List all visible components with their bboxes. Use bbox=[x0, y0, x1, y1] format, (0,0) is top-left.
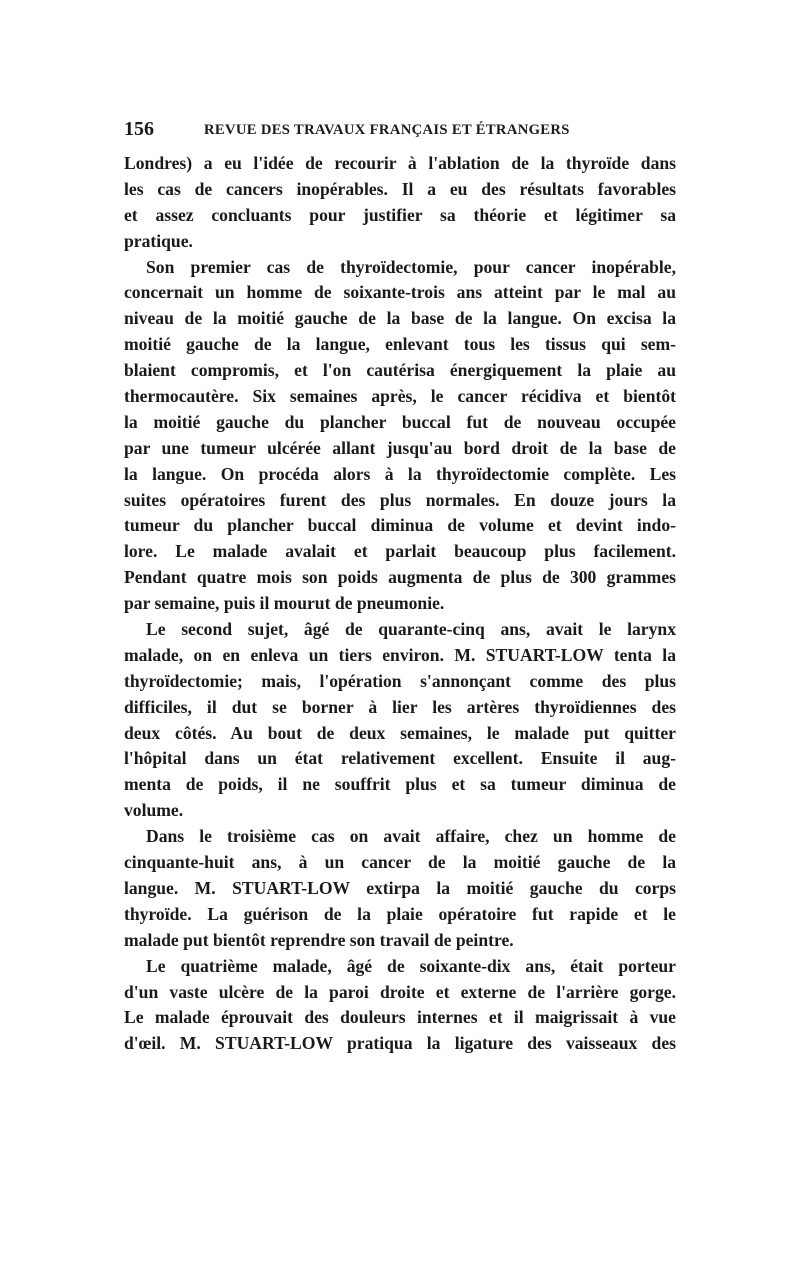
text-line: par une tumeur ulcérée allant jusqu'au bord droit de la base de bbox=[124, 437, 676, 458]
text-line: cinquante-huit ans, à un cancer de la moitié gauche de la bbox=[124, 852, 676, 873]
text-line: difficiles, il dut se borner à lier les artères thyroïdiennes des bbox=[124, 696, 676, 717]
text-line: thermocautère. Six semaines après, le cancer récidiva et bientôt bbox=[124, 386, 676, 407]
text-line: Londres) a eu l'idée de recourir à l'ablation de la thyroïde dans bbox=[124, 153, 676, 173]
text-line: Le quatrième malade, âgé de soixante-dix ans, était porteur bbox=[146, 955, 676, 976]
body-text bbox=[124, 151, 676, 1057]
text-line: et assez concluants pour justifier sa théorie et légitimer sa bbox=[124, 204, 676, 225]
text-line: Dans le troisième cas on avait affaire, chez un homme de bbox=[146, 826, 676, 847]
text-line: tumeur du plancher buccal diminua de volume et devint indo- bbox=[124, 515, 676, 536]
text-line: la langue. On procéda alors à la thyroïdectomie complète. Les bbox=[124, 463, 676, 484]
text-line: lore. Le malade avalait et parlait beaucoup plus facilement. bbox=[124, 541, 676, 562]
text-line: deux côtés. Au bout de deux semaines, le malade put quitter bbox=[124, 722, 676, 743]
running-head bbox=[124, 117, 676, 141]
text-line: la moitié gauche du plancher buccal fut de nouveau occupée bbox=[124, 411, 676, 432]
text-line: malade put bientôt reprendre son travail de peintre. bbox=[124, 929, 514, 950]
text-line: pratique. bbox=[124, 230, 193, 251]
text-line: Le malade éprouvait des douleurs internes et il maigrissait à vue bbox=[124, 1007, 676, 1028]
text-line: Pendant quatre mois son poids augmenta de plus de 300 grammes bbox=[124, 567, 676, 588]
text-line: thyroïde. La guérison de la plaie opératoire fut rapide et le bbox=[124, 903, 676, 924]
text-line: Son premier cas de thyroïdectomie, pour cancer inopérable, bbox=[146, 256, 676, 277]
text-line: les cas de cancers inopérables. Il a eu des résultats favorables bbox=[124, 178, 676, 199]
page-number: 156 bbox=[124, 118, 154, 140]
text-line: d'un vaste ulcère de la paroi droite et externe de l'arrière gorge. bbox=[124, 981, 676, 1002]
text-line: menta de poids, il ne souffrit plus et sa tumeur diminua de bbox=[124, 774, 676, 795]
running-title: REVUE DES TRAVAUX FRANÇAIS ET ÉTRANGERS bbox=[204, 122, 570, 138]
text-line: malade, on en enleva un tiers environ. M. STUART-LOW tenta la bbox=[124, 644, 676, 665]
text-line: langue. M. STUART-LOW extirpa la moitié gauche du corps bbox=[124, 877, 676, 898]
text-line: par semaine, puis il mourut de pneumonie. bbox=[124, 593, 445, 614]
text-line: blaient compromis, et l'on cautérisa énergiquement la plaie au bbox=[124, 360, 676, 381]
text-line: suites opératoires furent des plus normales. En douze jours la bbox=[124, 489, 676, 510]
text-line: thyroïdectomie; mais, l'opération s'annonçant comme des plus bbox=[124, 670, 676, 691]
text-line: volume. bbox=[124, 800, 184, 821]
text-line: niveau de la moitié gauche de la base de la langue. On excisa la bbox=[124, 308, 676, 329]
text-line: moitié gauche de la langue, enlevant tous les tissus qui sem- bbox=[124, 334, 676, 355]
text-line: concernait un homme de soixante-trois ans atteint par le mal au bbox=[124, 282, 676, 303]
text-line: d'œil. M. STUART-LOW pratiqua la ligature des vaisseaux des bbox=[124, 1033, 676, 1054]
text-line: l'hôpital dans un état relativement excellent. Ensuite il aug- bbox=[124, 748, 676, 769]
text-line: Le second sujet, âgé de quarante-cinq ans, avait le larynx bbox=[146, 619, 676, 640]
